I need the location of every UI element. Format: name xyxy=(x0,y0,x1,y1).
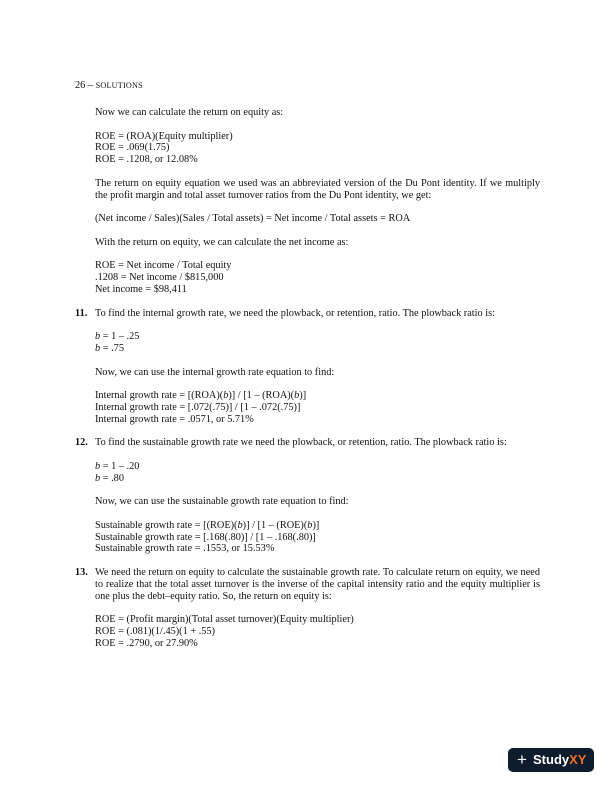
equation-line: b = 1 – .20 xyxy=(95,460,140,472)
plowback-equations xyxy=(95,331,540,355)
net-income-equations xyxy=(95,260,540,295)
equation-line: b = .75 xyxy=(95,342,124,354)
roe-equations xyxy=(95,614,540,649)
problem-12 xyxy=(75,437,540,555)
equation-line: Internal growth rate = [.072(.75)] / [1 – .072(.75)] xyxy=(95,401,301,413)
problem-11 xyxy=(75,307,540,426)
net-income-lead: With the return on equity, we can calculate the net income as: xyxy=(95,236,349,248)
equation-line: ROE = .1208, or 12.08% xyxy=(95,154,198,166)
studyxy-logo xyxy=(508,748,594,772)
igr-lead: Now, we can use the internal growth rate equation to find: xyxy=(95,366,335,378)
equation-line: Sustainable growth rate = [.168(.80)] / [1 – .168(.80)] xyxy=(95,531,316,543)
plus-icon: + xyxy=(517,750,527,769)
equation-line: .1208 = Net income / $815,000 xyxy=(95,272,224,284)
plowback-equations xyxy=(95,461,540,485)
equation-line: ROE = (ROA)(Equity multiplier) xyxy=(95,130,233,142)
page-header xyxy=(75,80,143,92)
equation-line: ROE = (.081)(1/.45)(1 + .55) xyxy=(95,626,215,638)
equation-line: Net income = $98,411 xyxy=(95,283,187,295)
page-content xyxy=(75,107,540,661)
equation-line: ROE = Net income / Total equity xyxy=(95,260,232,272)
equation-line: b = 1 – .25 xyxy=(95,331,140,343)
equation-line: b = .80 xyxy=(95,472,124,484)
sgr-equations xyxy=(95,520,540,555)
problem-number: 11. xyxy=(75,307,88,319)
brand-xy: XY xyxy=(569,752,587,767)
brand-study: Study xyxy=(533,752,570,767)
dupont-equation: (Net income / Sales)(Sales / Total assets) = Net income / Total assets = ROA xyxy=(95,213,411,225)
problem-13 xyxy=(75,567,540,650)
roe-lead: Now we can calculate the return on equity as: xyxy=(95,107,284,118)
equation-line: Internal growth rate = .0571, or 5.71% xyxy=(95,413,254,425)
equation-line: ROE = .069(1.75) xyxy=(95,142,170,154)
header-dash: – xyxy=(85,80,96,91)
problem-number: 12. xyxy=(75,437,88,449)
sgr-lead: Now, we can use the sustainable growth rate equation to find: xyxy=(95,496,349,508)
igr-equations xyxy=(95,390,540,425)
problem-text: To find the internal growth rate, we need the plowback, or retention, ratio. The plowback ratio is: xyxy=(95,307,495,319)
page-number: 26 xyxy=(75,80,86,91)
section-title: SOLUTIONS xyxy=(95,81,143,90)
dupont-paragraph: The return on equity equation we used was an abbreviated version of the Du Pont identity. If we multiply the profit margin and total asset turnover ratios from the Du Pont identity, we get: xyxy=(95,177,540,201)
equation-line: ROE = .2790, or 27.90% xyxy=(95,637,198,649)
equation-line: ROE = (Profit margin)(Total asset turnover)(Equity multiplier) xyxy=(95,614,354,626)
problem-number: 13. xyxy=(75,567,88,579)
equation-line: Sustainable growth rate = [(ROE)(b)] / [1 – (ROE)(b)] xyxy=(95,519,320,531)
equation-line: Internal growth rate = [(ROA)(b)] / [1 – (ROA)(b)] xyxy=(95,390,307,402)
problem-text: To find the sustainable growth rate we need the plowback, or retention, ratio. The plowback ratio is: xyxy=(95,437,507,449)
equation-line: Sustainable growth rate = .1553, or 15.53% xyxy=(95,543,275,555)
roe-equations xyxy=(95,131,540,166)
problem-text: We need the return on equity to calculate the sustainable growth rate. To calculate return on equity, we need to realize that the total asset turnover is the inverse of the capital intensity ratio and the equity multiplier is one plus the debt–equity ratio. So, the return on equity is: xyxy=(95,567,540,602)
